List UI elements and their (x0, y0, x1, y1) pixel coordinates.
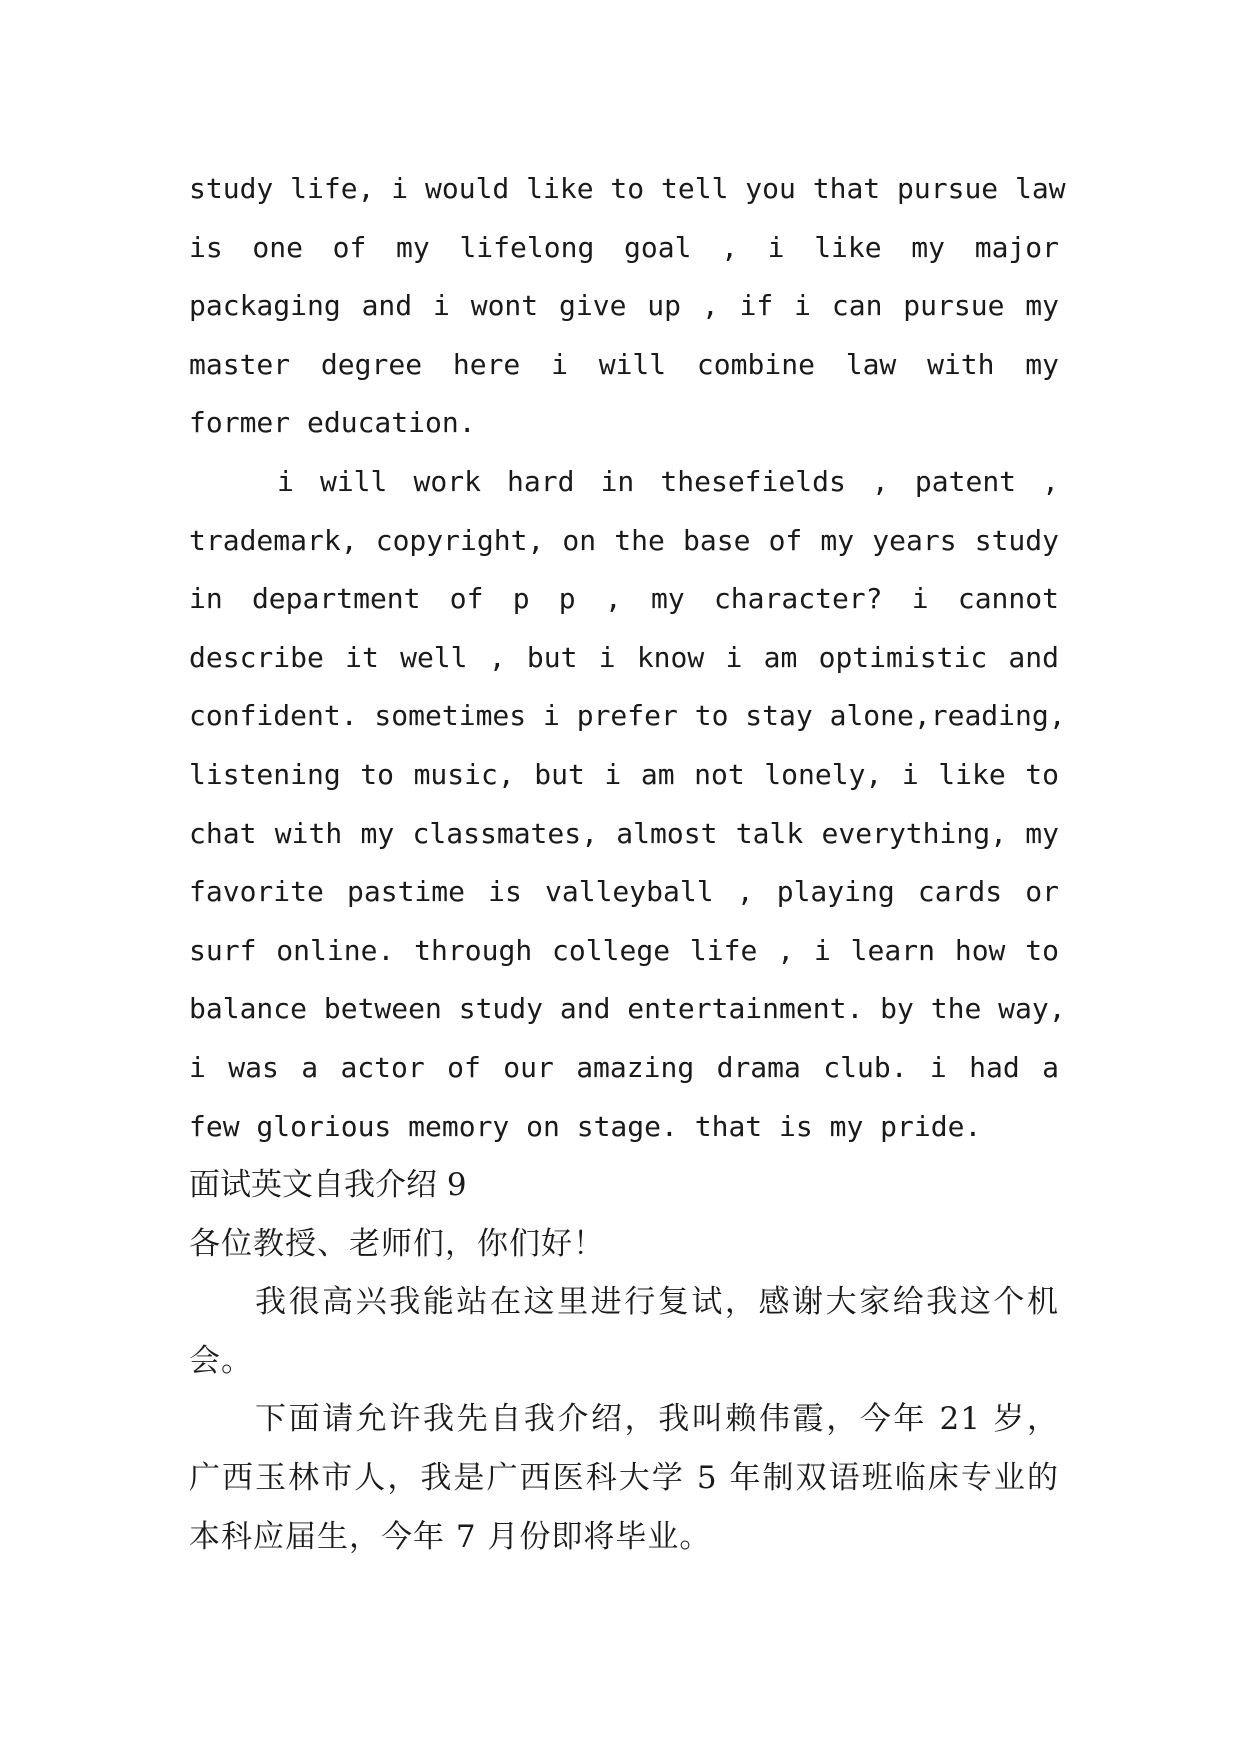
paragraph-line: 广西玉林市人，我是广西医科大学 5 年制双语班临床专业的 (189, 1460, 1059, 1497)
paragraph-line: 会。 (189, 1342, 253, 1379)
paragraph-line: confident. sometimes i prefer to stay alone,reading, (189, 699, 1066, 733)
paragraph-line: few glorious memory on stage. that is my pride. (189, 1109, 982, 1143)
paragraph-line: balance between study and entertainment. by the way, (189, 992, 1066, 1026)
paragraph-line: 本科应届生，今年 7 月份即将毕业。 (189, 1518, 712, 1555)
paragraph-line: former education. (189, 406, 476, 440)
document-body (189, 160, 1066, 1566)
paragraph-line: trademark, copyright, on the base of my years study (189, 523, 1059, 557)
paragraph-line: surf online. through college life , i learn how to (189, 933, 1059, 967)
paragraph-line: 我很高兴我能站在这里进行复试，感谢大家给我这个机 (255, 1284, 1059, 1321)
paragraph-line: i was a actor of our amazing drama club. i had a (189, 1050, 1059, 1084)
paragraph-line: chat with my classmates, almost talk everything, my (189, 816, 1059, 850)
section-title: 面试英文自我介绍 9 (189, 1167, 467, 1204)
paragraph-line: master degree here i will combine law with my (189, 347, 1059, 381)
paragraph-line: is one of my lifelong goal , i like my major (189, 230, 1059, 264)
paragraph-line: 下面请允许我先自我介绍，我叫赖伟霞，今年 21 岁， (255, 1401, 1059, 1438)
paragraph-line: describe it well , but i know i am optimistic and (189, 640, 1059, 674)
paragraph-line: in department of p p , my character? i cannot (189, 582, 1059, 616)
paragraph-line: i will work hard in thesefields , patent , (277, 464, 1059, 498)
paragraph-line: study life, i would like to tell you that pursue law (189, 172, 1066, 205)
paragraph-line: listening to music, but i am not lonely, i like to (189, 757, 1059, 791)
greeting: 各位教授、老师们，你们好！ (189, 1225, 605, 1262)
paragraph-line: favorite pastime is valleyball , playing cards or (189, 875, 1059, 909)
paragraph-line: packaging and i wont give up , if i can pursue my (189, 289, 1059, 323)
